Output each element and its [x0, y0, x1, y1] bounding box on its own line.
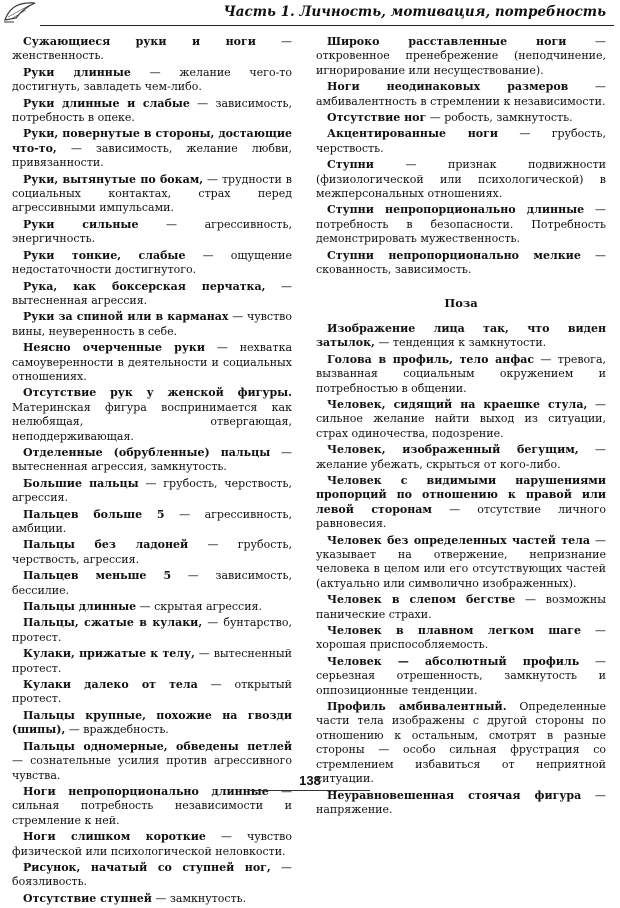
entry-paragraph: [316, 249, 606, 278]
entry-paragraph: [12, 861, 292, 890]
entry-term: Кулаки, прижатые к телу,: [23, 647, 195, 661]
entry-paragraph: [316, 158, 606, 201]
entry-paragraph: [12, 709, 292, 738]
entry-paragraph: [12, 341, 292, 384]
entry-term: Пальцы без ладоней: [23, 538, 189, 552]
entry-term: Пальцев меньше 5: [23, 569, 172, 583]
entry-description: — желание чего-то достигнуть, завладеть чем-либо.: [12, 65, 292, 94]
entry-term: Руки сильные: [23, 217, 139, 231]
entry-term: Пальцев больше 5: [23, 507, 165, 521]
entry-description: — женственность.: [12, 35, 293, 63]
entry-paragraph: [316, 80, 606, 109]
entry-description: — враждебность.: [65, 723, 169, 737]
entry-paragraph: [316, 322, 606, 351]
entry-paragraph: [12, 446, 292, 475]
entry-term: Большие пальцы: [23, 476, 139, 490]
entry-paragraph: [316, 593, 606, 622]
entry-description: — напряжение.: [316, 788, 606, 816]
entry-paragraph: [316, 655, 606, 698]
entry-paragraph: [12, 310, 292, 339]
entry-term: Человек без определенных частей тела: [327, 533, 590, 547]
entry-description: — зависимость, желание любви, привязанности.: [12, 141, 292, 170]
entry-term: Человек, изображенный бегущим,: [327, 443, 579, 457]
entry-term: Отсутствие рук у женской фигуры.: [23, 386, 292, 400]
entry-paragraph: [12, 538, 292, 567]
entry-description: — зависимость, бессилие.: [12, 569, 292, 597]
entry-paragraph: [12, 173, 292, 216]
entry-paragraph: [12, 477, 292, 506]
entry-term: Руки за спиной или в карманах: [23, 310, 229, 324]
entry-description: — вытесненный протест.: [12, 647, 292, 675]
entry-paragraph: [316, 203, 606, 246]
entry-term: Неуравновешенная стоячая фигура: [327, 788, 582, 802]
entry-description: — хорошая приспособляемость.: [316, 624, 606, 652]
header-rule: [40, 25, 614, 26]
entry-description: — тревога, вызванная социальным окружением и потребностью в общении.: [316, 352, 606, 395]
entry-term: Пальцы крупные, похожие на гвозди (шипы),: [12, 708, 292, 737]
entry-paragraph: [316, 353, 606, 396]
entry-paragraph: [12, 616, 292, 645]
entry-paragraph: [12, 508, 292, 537]
entry-description: — указывает на отвержение, непризнание человека в целом или его отсутствующих частей (актуально или символично изображенных).: [316, 533, 607, 590]
entry-paragraph: [12, 892, 292, 906]
entry-paragraph: [12, 647, 292, 676]
entry-paragraph: [12, 249, 292, 278]
entry-term: Неясно очерченные руки: [23, 341, 206, 355]
entry-description: — скрытая агрессия.: [136, 600, 262, 614]
entry-term: Широко расставленные ноги: [327, 35, 567, 48]
entry-term: Кулаки далеко от тела: [23, 678, 198, 692]
entry-term: Профиль амбивалентный.: [327, 700, 507, 714]
entry-description: — желание убежать, скрыться от кого-либо.: [316, 443, 606, 471]
entry-description: — сильная потребность независимости и стремление к ней.: [12, 784, 292, 827]
entry-description: — сознательные усилия против агрессивного чувства.: [12, 754, 292, 782]
entry-description: — ощущение недостаточности достигнутого.: [12, 248, 292, 277]
entry-description: — тенденция к замкнутости.: [374, 336, 547, 350]
entry-description: — серьезная отрешенность, замкнутость и оппозиционные тенденции.: [316, 654, 606, 697]
entry-paragraph: [12, 678, 292, 707]
entry-paragraph: [12, 830, 292, 859]
entry-paragraph: [12, 218, 292, 247]
entry-paragraph: [316, 35, 606, 78]
entry-description: — боязливость.: [12, 860, 292, 889]
entry-paragraph: [12, 386, 292, 444]
entry-description: — признак подвижности (физиологической или психологической) в межперсональных отношениях.: [316, 158, 606, 201]
entry-term: Человек, сидящий на краешке стула,: [327, 397, 588, 411]
entry-term: Отделенные (обрубленные) пальцы: [23, 445, 271, 459]
entry-paragraph: [316, 534, 606, 592]
entry-paragraph: [12, 127, 292, 170]
entry-term: Ступни непропорционально длинные: [327, 203, 585, 217]
entry-description: — чувство физической или психологической неловкости.: [12, 830, 292, 858]
entry-description: — вытесненная агрессия, замкнутость.: [12, 445, 293, 474]
entry-description: — возможны панические страхи.: [316, 593, 606, 621]
entry-description: — чувство вины, неуверенность в себе.: [12, 310, 292, 338]
right-column-top: [316, 35, 606, 278]
entry-term: Изображение лица так, что виден затылок,: [316, 321, 606, 350]
entry-description: — агрессивность, амбиции.: [12, 507, 292, 535]
entry-description: — грубость, черствость, агрессия.: [12, 538, 293, 566]
entry-term: Голова в профиль, тело анфас: [327, 352, 535, 366]
entry-description: — откровенное пренебрежение (неподчинение, игнорирование или несуществование).: [316, 35, 607, 77]
entry-term: Человек в плавном легком шаге: [327, 624, 582, 638]
entry-term: Руки тонкие, слабые: [23, 248, 186, 262]
entry-description: — амбивалентность в стремлении к независимости.: [316, 80, 607, 108]
entry-description: — потребность в безопасности. Потребность демонстрировать мужественность.: [316, 203, 607, 246]
entry-paragraph: [12, 97, 292, 126]
entry-term: Человек — абсолютный профиль: [327, 654, 580, 668]
page-header: [0, 0, 620, 28]
entry-description: — робость, замкнутость.: [426, 111, 573, 125]
entry-description: — вытесненная агрессия.: [12, 279, 292, 307]
entry-term: Руки, вытянутые по бокам,: [23, 172, 204, 186]
entry-term: Сужающиеся руки и ноги: [23, 35, 256, 48]
feather-logo-icon: [2, 0, 38, 24]
right-column-bottom: [316, 322, 606, 817]
entry-paragraph: [316, 111, 606, 125]
footer-rule: [250, 790, 370, 791]
entry-term: Ноги непропорционально длинные: [23, 784, 269, 798]
entry-description: — открытый протест.: [12, 678, 293, 706]
entry-term: Руки, повернутые в стороны, достающие что-то,: [12, 127, 292, 155]
section-title: Поза: [444, 295, 478, 310]
entry-paragraph: [12, 600, 292, 614]
entry-term: Ноги неодинаковых размеров: [327, 80, 569, 94]
entry-paragraph: [316, 443, 606, 472]
entry-term: Ступни: [327, 158, 374, 172]
entry-paragraph: [316, 398, 606, 441]
entry-paragraph: [316, 789, 606, 818]
entry-paragraph: [12, 569, 292, 598]
entry-term: Человек в слепом бегстве: [327, 593, 516, 607]
entry-description: — бунтарство, протест.: [12, 616, 292, 644]
entry-term: Человек с видимыми нарушениями пропорций по отношению к правой или левой сторонам: [316, 473, 606, 516]
entry-description: — трудности в социальных контактах, страх перед агрессивными импульсами.: [12, 172, 292, 215]
entry-term: Рука, как боксерская перчатка,: [23, 279, 266, 293]
entry-term: Руки длинные: [23, 65, 131, 79]
entry-description: — скованность, зависимость.: [316, 248, 606, 277]
entry-paragraph: [12, 66, 292, 95]
entry-description: — агрессивность, энергичность.: [12, 217, 292, 246]
entry-description: Материнская фигура воспринимается как нелюбящая, отвергающая, неподдерживающая.: [12, 400, 292, 443]
entry-term: Ступни непропорционально мелкие: [327, 248, 581, 262]
entry-term: Рисунок, начатый со ступней ног,: [23, 860, 271, 874]
entry-description: — грубость, черствость, агрессия.: [12, 476, 292, 505]
entry-description: — отсутствие личного равновесия.: [316, 502, 606, 531]
entry-description: — грубость, черствость.: [316, 127, 606, 155]
entry-paragraph: [12, 35, 292, 64]
entry-term: Отсутствие ног: [327, 111, 427, 125]
entry-term: Ноги слишком короткие: [23, 830, 206, 844]
entry-term: Акцентированные ноги: [327, 127, 498, 141]
entry-term: Руки длинные и слабые: [23, 96, 190, 110]
entry-term: Пальцы одномерные, обведены петлей: [23, 739, 292, 753]
right-column: [316, 35, 606, 819]
entry-paragraph: [12, 280, 292, 309]
entry-description: Определенные части тела изображены с другой стороны по отношению к остальным, смотрят в разные стороны — особо сильная фрустрация со стремлением избавиться от неприятной ситуации.: [316, 700, 607, 786]
running-header-title: Часть 1. Личность, мотивация, потребность: [223, 4, 606, 20]
entry-description: — замкнутость.: [151, 891, 247, 905]
entry-paragraph: [316, 127, 606, 156]
entry-paragraph: [316, 474, 606, 532]
page-number: 138: [299, 773, 321, 788]
entry-term: Пальцы, сжатые в кулаки,: [23, 616, 203, 630]
entry-description: — сильное желание найти выход из ситуации, страх одиночества, подозрение.: [316, 397, 607, 440]
entry-description: — зависимость, потребность в опеке.: [12, 96, 292, 125]
entry-paragraph: [12, 785, 292, 828]
entry-description: — нехватка самоуверенности в деятельности и социальных отношениях.: [12, 341, 293, 383]
entry-term: Пальцы длинные: [23, 600, 137, 614]
entry-term: Отсутствие ступней: [23, 891, 152, 905]
entry-paragraph: [316, 624, 606, 653]
